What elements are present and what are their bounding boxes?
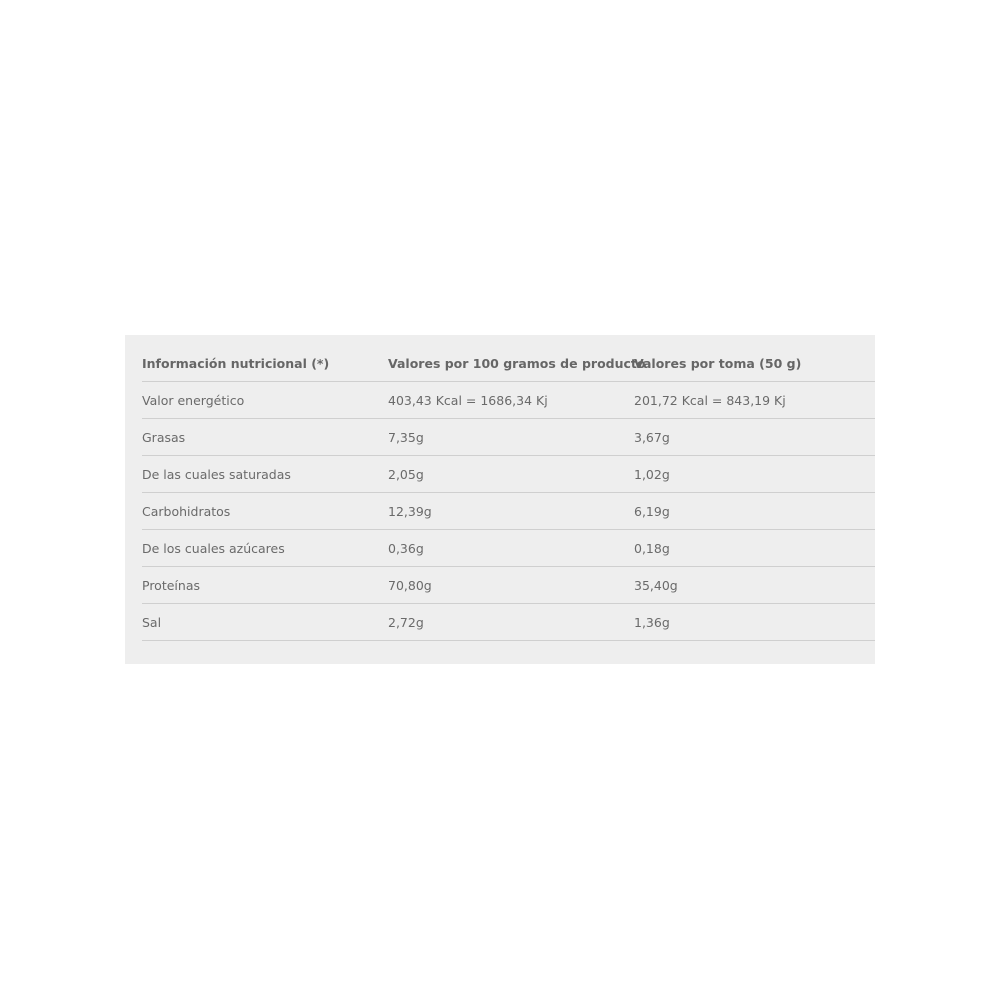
- header-per-100g: Valores por 100 gramos de producto: [388, 345, 634, 382]
- table-row: [142, 493, 875, 530]
- nutrient-name: De los cuales azúcares: [142, 530, 388, 567]
- value-per-100g: 2,72g: [388, 604, 634, 641]
- table-row: [142, 567, 875, 604]
- value-per-serving: 1,02g: [634, 456, 875, 493]
- table-row: [142, 456, 875, 493]
- table-row: [142, 530, 875, 567]
- table-row: [142, 419, 875, 456]
- value-per-serving: 6,19g: [634, 493, 875, 530]
- nutrition-table: [142, 345, 875, 641]
- header-nutrition-info: Información nutricional (*): [142, 345, 388, 382]
- table-row: [142, 382, 875, 419]
- value-per-serving: 1,36g: [634, 604, 875, 641]
- value-per-serving: 3,67g: [634, 419, 875, 456]
- nutrient-name: Proteínas: [142, 567, 388, 604]
- value-per-serving: 35,40g: [634, 567, 875, 604]
- value-per-100g: 7,35g: [388, 419, 634, 456]
- table-header-row: [142, 345, 875, 382]
- value-per-100g: 70,80g: [388, 567, 634, 604]
- nutrient-name: Sal: [142, 604, 388, 641]
- nutrient-name: Grasas: [142, 419, 388, 456]
- value-per-100g: 0,36g: [388, 530, 634, 567]
- value-per-serving: 0,18g: [634, 530, 875, 567]
- value-per-100g: 2,05g: [388, 456, 634, 493]
- header-per-serving: Valores por toma (50 g): [634, 345, 875, 382]
- nutrient-name: Carbohidratos: [142, 493, 388, 530]
- nutrition-panel: [125, 335, 875, 664]
- value-per-100g: 12,39g: [388, 493, 634, 530]
- nutrient-name: Valor energético: [142, 382, 388, 419]
- value-per-serving: 201,72 Kcal = 843,19 Kj: [634, 382, 875, 419]
- value-per-100g: 403,43 Kcal = 1686,34 Kj: [388, 382, 634, 419]
- nutrient-name: De las cuales saturadas: [142, 456, 388, 493]
- table-row: [142, 604, 875, 641]
